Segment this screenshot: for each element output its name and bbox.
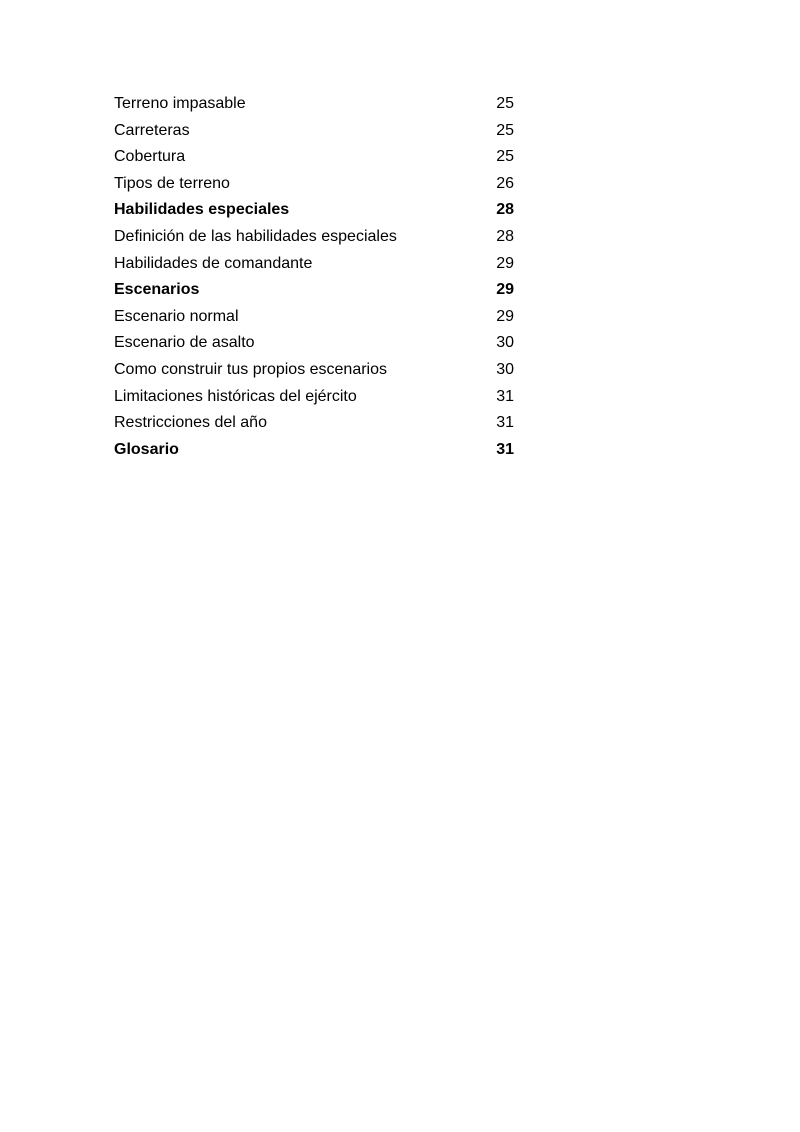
table-of-contents (114, 91, 514, 463)
toc-entry-page: 31 (496, 440, 514, 458)
toc-entry-page: 29 (496, 307, 514, 325)
toc-entry (114, 144, 514, 171)
toc-entry (114, 410, 514, 437)
toc-entry-page: 25 (496, 148, 514, 166)
toc-entry-page: 30 (496, 360, 514, 378)
toc-entry (114, 304, 514, 331)
toc-section-heading (114, 197, 514, 224)
toc-entry (114, 330, 514, 357)
toc-entry-title: Cobertura (114, 148, 186, 166)
toc-entry (114, 91, 514, 118)
toc-entry-page: 29 (496, 281, 514, 299)
toc-entry-page: 28 (496, 201, 514, 219)
toc-entry-title: Escenarios (114, 281, 200, 299)
toc-entry-title: Habilidades de comandante (114, 254, 313, 272)
toc-entry-title: Habilidades especiales (114, 201, 290, 219)
toc-entry-title: Tipos de terreno (114, 174, 230, 192)
toc-entry-page: 29 (496, 254, 514, 272)
toc-entry (114, 251, 514, 278)
toc-entry (114, 118, 514, 145)
toc-entry-title: Terreno impasable (114, 95, 246, 112)
toc-entry-page: 25 (496, 121, 514, 139)
toc-entry-title: Como construir tus propios escenarios (114, 360, 388, 378)
toc-entry-title: Carreteras (114, 121, 190, 139)
toc-entry (114, 171, 514, 198)
toc-section-heading (114, 277, 514, 304)
toc-entry-page: 28 (496, 227, 514, 245)
toc-entry-title: Escenario normal (114, 307, 239, 325)
toc-entry-page: 31 (496, 387, 514, 405)
toc-section-heading (114, 437, 514, 464)
toc-entry (114, 384, 514, 411)
toc-entry-page: 30 (496, 334, 514, 352)
toc-entry-title: Limitaciones históricas del ejército (114, 387, 357, 405)
toc-entry-page: 26 (496, 174, 514, 192)
toc-entry-title: Escenario de asalto (114, 334, 255, 352)
toc-entry-page: 31 (496, 414, 514, 432)
toc-entry-title: Restricciones del año (114, 414, 267, 432)
toc-entry-title: Glosario (114, 440, 179, 458)
toc-entry-page: 25 (496, 95, 514, 112)
toc-entry (114, 224, 514, 251)
toc-entry-title: Definición de las habilidades especiales (114, 227, 397, 245)
toc-entry (114, 357, 514, 384)
